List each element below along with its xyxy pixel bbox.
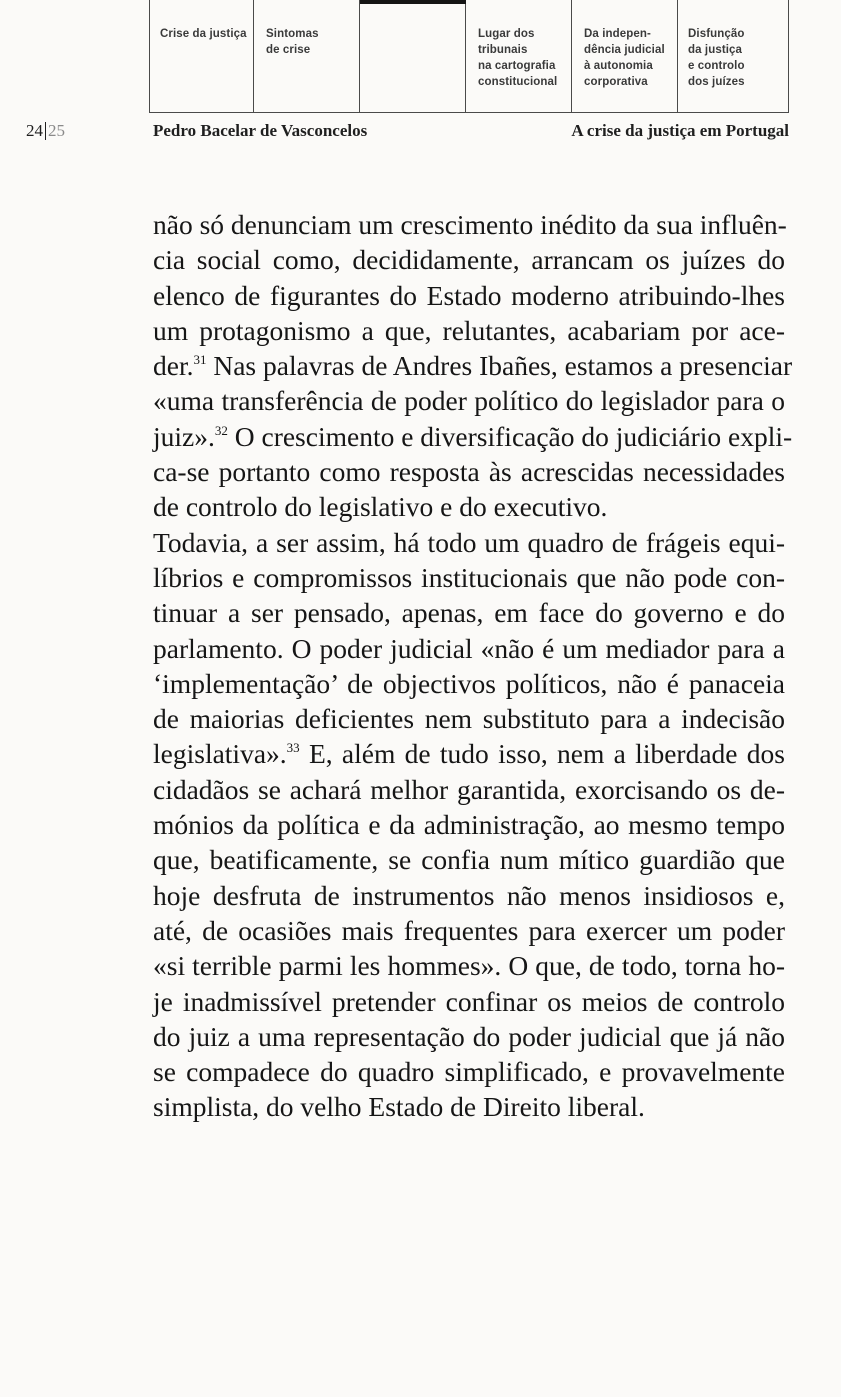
text-line: [153, 454, 785, 489]
chapter-tab-label: Disfunção: [688, 28, 745, 40]
text-line: [153, 489, 785, 524]
text-line: [153, 242, 785, 277]
text-line-content: parlamento. O poder judicial «não é um mediador para a: [153, 632, 785, 664]
chapter-tab[interactable]: [254, 0, 360, 112]
text-line-content: ‘implementação’ de objectivos políticos, não é panaceia: [153, 667, 785, 699]
text-line-content: até, de ocasiões mais frequentes para exercer um poder: [153, 914, 785, 946]
text-line: [153, 842, 785, 877]
text-line-content: ca-se portanto como resposta às acrescidas necessidades: [153, 456, 785, 488]
text-line-content: simplista, do velho Estado de Direito liberal.: [153, 1091, 645, 1123]
chapter-tab[interactable]: [572, 0, 678, 112]
text-line-content: líbrios e compromissos institucionais que não pode con-: [153, 561, 785, 593]
chapter-tab-label: tribunais: [478, 44, 528, 56]
facing-page-number: 25: [48, 121, 65, 140]
text-line: [153, 383, 785, 418]
text-line-content: legislativa».: [153, 738, 287, 770]
text-line: [153, 525, 785, 560]
text-line-content: «si terrible parmi les hommes». O que, de todo, torna ho-: [153, 950, 785, 982]
chapter-tab-label: dência judicial: [584, 44, 665, 56]
text-line: [153, 772, 785, 807]
text-line-content: cidadãos se achará melhor garantida, exorcisando os de-: [153, 773, 785, 805]
text-line: [153, 666, 785, 701]
text-line: [153, 1089, 785, 1124]
text-line-content: de maiorias deficientes nem substituto para a indecisão: [153, 703, 785, 735]
running-header-author: Pedro Bacelar de Vasconcelos: [153, 121, 368, 140]
chapter-tab-label: Crise da justiça: [160, 28, 247, 40]
text-line-content: E, além de tudo isso, nem a liberdade dos: [299, 738, 785, 770]
chapter-tab[interactable]: [466, 0, 572, 112]
chapter-tab-label: na cartografia: [478, 60, 556, 72]
current-page-number: 24: [26, 121, 43, 140]
bleed-through-texture: [160, 1040, 780, 1075]
chapter-tab-label: à autonomia: [584, 60, 653, 72]
text-line: [153, 595, 785, 630]
text-line: [153, 701, 785, 736]
text-line-content: Nas palavras de Andres Ibañes, estamos a presenciar: [206, 350, 793, 382]
text-line-content: der.: [153, 350, 194, 382]
text-line-content: que, beatificamente, se confia num mítico guardião que: [153, 844, 785, 876]
footnote-marker[interactable]: 32: [214, 422, 228, 438]
chapter-tab-label: Sintomas: [266, 28, 319, 40]
text-line-content: O crescimento e diversificação do judiciário expli-: [227, 420, 793, 452]
text-line: [153, 419, 793, 454]
text-line-content: mónios da política e da administração, ao mesmo tempo: [153, 809, 785, 841]
text-line-content: elenco de figurantes do Estado moderno atribuindo-lhes: [153, 279, 785, 311]
chapter-navigation: [149, 0, 789, 113]
text-line: [153, 736, 785, 771]
text-line-content: juiz».: [153, 420, 215, 452]
text-line-content: «uma transferência de poder político do legislador para o: [153, 385, 785, 417]
text-line-content: do juiz a uma representação do poder judicial que já não: [153, 1020, 785, 1052]
page-numbers: [26, 121, 65, 141]
text-line-content: cia social como, decididamente, arrancam os juízes do: [153, 244, 785, 276]
text-line-content: não só denunciam um crescimento inédito da sua influên-: [153, 209, 787, 240]
text-line: [153, 278, 785, 313]
chapter-tab-label: Lugar dos: [478, 28, 535, 40]
chapter-tab-label: constitucional: [478, 76, 558, 88]
text-line: [153, 313, 785, 348]
text-line: [153, 560, 785, 595]
chapter-tab-label: e controlo: [688, 60, 745, 72]
chapter-tab[interactable]: [360, 0, 466, 112]
text-line: [153, 984, 785, 1019]
text-line-content: de controlo do legislativo e do executivo.: [153, 491, 608, 523]
text-line-content: hoje desfruta de instrumentos não menos insidiosos e,: [153, 879, 785, 911]
chapter-tab-label: corporativa: [584, 76, 648, 88]
running-header-title: A crise da justiça em Portugal: [571, 121, 789, 140]
page-number-divider: [45, 122, 46, 140]
text-line-content: je inadmissível pretender confinar os meios de controlo: [153, 985, 785, 1017]
chapter-tab[interactable]: [678, 0, 786, 112]
chapter-tab-label: da justiça: [688, 44, 743, 56]
text-line: [153, 348, 793, 383]
text-line-content: tinuar a ser pensado, apenas, em face do governo e do: [153, 597, 785, 629]
footnote-marker[interactable]: 33: [286, 740, 300, 756]
chapter-tab-label: de crise: [266, 44, 311, 56]
text-line: [153, 631, 785, 666]
chapter-tab-label: dos juízes: [688, 76, 745, 88]
text-line: [153, 913, 785, 948]
chapter-tab[interactable]: [150, 0, 254, 112]
footnote-marker[interactable]: 31: [193, 352, 207, 368]
text-line-content: um protagonismo a que, relutantes, acabariam por ace-: [153, 314, 785, 346]
text-line: [153, 207, 785, 242]
text-line-content: Todavia, a ser assim, há todo um quadro de frágeis equi-: [153, 526, 785, 558]
text-line: [153, 807, 785, 842]
text-line: [153, 878, 785, 913]
body-text: [153, 207, 793, 1125]
text-line: [153, 948, 785, 983]
text-line-content: se compadece do quadro simplificado, e provavelmente: [153, 1056, 785, 1088]
chapter-tab-label: Da indepen-: [584, 28, 651, 40]
